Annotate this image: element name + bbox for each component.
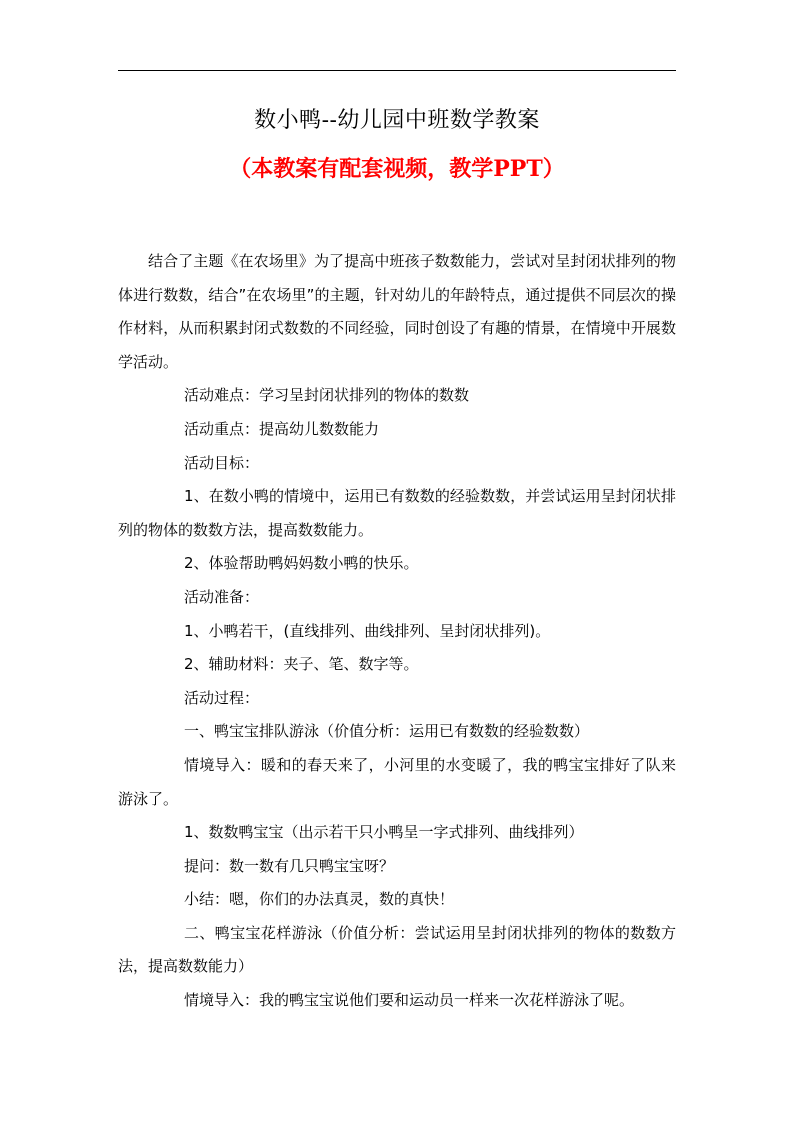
activity-goals-heading: 活动目标： (184, 453, 260, 472)
process-section-heading: 一、鸭宝宝排队游泳（价值分析：运用已有数数的经验数数） (184, 722, 590, 741)
activity-preparation-heading: 活动准备： (184, 587, 260, 606)
activity-focus: 活动重点：提高幼儿数数能力 (184, 419, 380, 438)
activity-process-heading: 活动过程： (184, 688, 260, 707)
process-paragraph: 情境导入：暖和的春天来了，小河里的水变暖了，我的鸭宝宝排好了队来游泳了。 (118, 755, 676, 808)
document-subtitle: （本教案有配套视频，教学PPT） (229, 156, 565, 182)
process-question: 提问：数一数有几只鸭宝宝呀？ (184, 856, 395, 875)
preparation-item: 2、辅助材料：夹子、笔、数字等。 (184, 655, 419, 674)
process-section-heading: 二、鸭宝宝花样游泳（价值分析：尝试运用呈封闭状排列的物体的数数方法，提高数数能力） (118, 923, 676, 976)
goal-item: 2、体验帮助鸭妈妈数小鸭的快乐。 (184, 554, 419, 573)
document-body (118, 245, 676, 1018)
intro-paragraph: 结合了主题《在农场里》为了提高中班孩子数数能力，尝试对呈封闭状排列的物体进行数数，结合”在农场里”的主题，针对幼儿的年龄特点，通过提供不同层次的操作材料，从而积累封闭式数数的不同经验，同时创设了有趣的情景，在情境中开展数学活动。 (118, 252, 676, 371)
goal-item: 1、在数小鸭的情境中，运用已有数数的经验数数，并尝试运用呈封闭状排列的物体的数数方法，提高数数能力。 (118, 487, 676, 539)
process-step: 1、数数鸭宝宝（出示若干只小鸭呈一字式排列、曲线排列） (184, 823, 584, 842)
preparation-item: 1、小鸭若干，(直线排列、曲线排列、呈封闭状排列)。 (184, 621, 551, 640)
document-title: 数小鸭--幼儿园中班数学教案 (254, 108, 540, 133)
activity-difficulty: 活动难点：学习呈封闭状排列的物体的数数 (184, 386, 470, 405)
header-rule (118, 70, 676, 71)
process-paragraph: 情境导入：我的鸭宝宝说他们要和运动员一样来一次花样游泳了呢。 (184, 991, 635, 1010)
process-summary: 小结：嗯，你们的办法真灵，数的真快！ (184, 890, 455, 909)
